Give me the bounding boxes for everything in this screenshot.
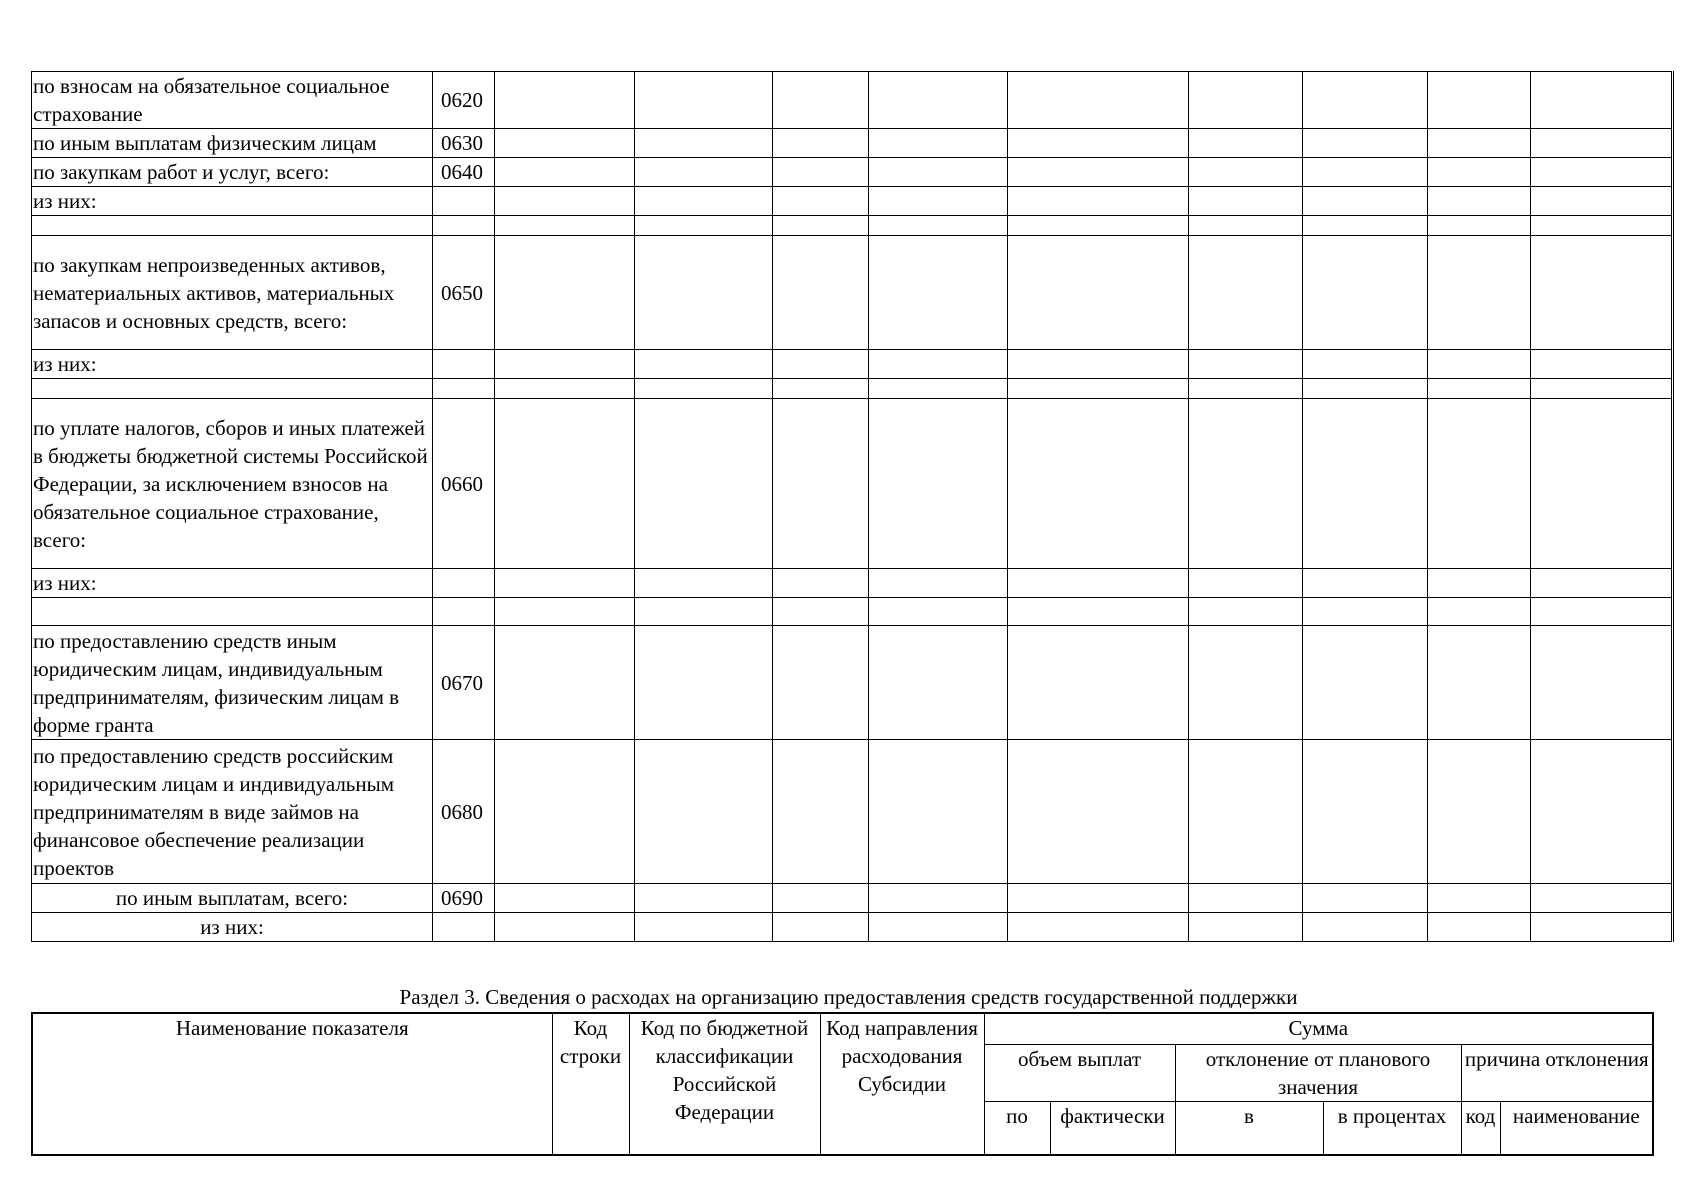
row-code (433, 598, 495, 626)
row-code: 0620 (433, 72, 495, 129)
empty-value-cell (635, 158, 773, 187)
empty-value-cell (635, 626, 773, 740)
header-payout-volume: объем выплат (984, 1044, 1175, 1101)
empty-value-cell (495, 187, 635, 216)
table-row (32, 399, 1673, 569)
empty-value-cell (869, 129, 1008, 158)
empty-value-cell (495, 626, 635, 740)
empty-value-cell (1008, 569, 1189, 598)
empty-value-cell (1531, 72, 1673, 129)
empty-value-cell (495, 569, 635, 598)
row-indicator-name: по предоставлению средств российским юридическим лицам и индивидуальным предпринимателям в виде займов на финансовое обеспечение реализации проектов (32, 740, 433, 884)
empty-value-cell (635, 884, 773, 913)
row-indicator-name: по иным выплатам физическим лицам (32, 129, 433, 158)
empty-value-cell (1531, 129, 1673, 158)
header-deviation: отклонение от планового значения (1175, 1044, 1461, 1101)
empty-value-cell (495, 158, 635, 187)
row-indicator-name: из них: (32, 913, 433, 942)
row-indicator-name (32, 598, 433, 626)
empty-value-cell (773, 187, 869, 216)
header-indicator-name: Наименование показателя (32, 1013, 552, 1155)
empty-value-cell (869, 740, 1008, 884)
empty-value-cell (495, 350, 635, 379)
table-row (32, 913, 1673, 942)
row-indicator-name (32, 216, 433, 236)
empty-value-cell (1008, 884, 1189, 913)
header-reason-name: наименование (1500, 1101, 1653, 1155)
empty-value-cell (1189, 569, 1303, 598)
empty-value-cell (1303, 399, 1428, 569)
row-code: 0680 (433, 740, 495, 884)
empty-value-cell (773, 884, 869, 913)
empty-value-cell (773, 129, 869, 158)
empty-value-cell (1428, 913, 1531, 942)
empty-value-cell (1008, 350, 1189, 379)
empty-value-cell (773, 598, 869, 626)
empty-value-cell (1008, 399, 1189, 569)
empty-value-cell (773, 236, 869, 350)
row-indicator-name: из них: (32, 187, 433, 216)
empty-value-cell (1531, 216, 1673, 236)
row-code (433, 350, 495, 379)
table-row (32, 884, 1673, 913)
empty-value-cell (773, 399, 869, 569)
empty-value-cell (1531, 158, 1673, 187)
table-row (32, 350, 1673, 379)
empty-value-cell (1008, 187, 1189, 216)
empty-value-cell (869, 399, 1008, 569)
section-3-table (31, 1012, 1654, 1156)
empty-value-cell (773, 379, 869, 399)
empty-value-cell (635, 187, 773, 216)
empty-value-cell (635, 216, 773, 236)
empty-value-cell (1008, 158, 1189, 187)
empty-value-cell (773, 569, 869, 598)
empty-value-cell (869, 216, 1008, 236)
empty-value-cell (869, 72, 1008, 129)
row-indicator-name: по предоставлению средств иным юридическим лицам, индивидуальным предпринимателям, физическим лицам в форме гранта (32, 626, 433, 740)
row-code: 0660 (433, 399, 495, 569)
empty-value-cell (495, 913, 635, 942)
table-row (32, 158, 1673, 187)
empty-value-cell (635, 72, 773, 129)
expenses-table (31, 71, 1674, 942)
empty-value-cell (869, 158, 1008, 187)
empty-value-cell (495, 72, 635, 129)
empty-value-cell (1303, 626, 1428, 740)
empty-value-cell (1428, 236, 1531, 350)
empty-value-cell (1428, 72, 1531, 129)
empty-value-cell (1303, 236, 1428, 350)
empty-value-cell (1189, 129, 1303, 158)
empty-value-cell (1303, 740, 1428, 884)
empty-value-cell (1428, 399, 1531, 569)
empty-value-cell (1531, 913, 1673, 942)
header-actual: фактически (1050, 1101, 1175, 1155)
row-code: 0640 (433, 158, 495, 187)
empty-value-cell (1428, 216, 1531, 236)
empty-value-cell (773, 626, 869, 740)
empty-value-cell (1008, 216, 1189, 236)
empty-value-cell (773, 740, 869, 884)
header-in-abs: в (1175, 1101, 1323, 1155)
empty-value-cell (1428, 884, 1531, 913)
table-row (32, 216, 1673, 236)
table-row (32, 187, 1673, 216)
empty-value-cell (1428, 129, 1531, 158)
empty-value-cell (1189, 72, 1303, 129)
empty-value-cell (495, 216, 635, 236)
row-code (433, 569, 495, 598)
empty-value-cell (1303, 884, 1428, 913)
empty-value-cell (1008, 129, 1189, 158)
header-budget-code: Код по бюджетной классификации Российской Федерации (629, 1013, 820, 1155)
empty-value-cell (1189, 187, 1303, 216)
empty-value-cell (635, 379, 773, 399)
header-reason: причина отклонения (1461, 1044, 1653, 1101)
empty-value-cell (1531, 350, 1673, 379)
row-indicator-name: из них: (32, 569, 433, 598)
empty-value-cell (635, 399, 773, 569)
row-code: 0650 (433, 236, 495, 350)
empty-value-cell (635, 740, 773, 884)
empty-value-cell (869, 884, 1008, 913)
empty-value-cell (635, 598, 773, 626)
empty-value-cell (1531, 626, 1673, 740)
empty-value-cell (1531, 236, 1673, 350)
empty-value-cell (1008, 379, 1189, 399)
empty-value-cell (869, 913, 1008, 942)
empty-value-cell (495, 236, 635, 350)
header-in-percent: в процентах (1323, 1101, 1461, 1155)
empty-value-cell (1531, 187, 1673, 216)
empty-value-cell (495, 379, 635, 399)
empty-value-cell (1008, 72, 1189, 129)
section-3-title: Раздел 3. Сведения о расходах на организацию предоставления средств государственной поддержки (399, 985, 1298, 1009)
empty-value-cell (1303, 913, 1428, 942)
row-indicator-name (32, 379, 433, 399)
empty-value-cell (773, 158, 869, 187)
empty-value-cell (869, 187, 1008, 216)
empty-value-cell (1531, 884, 1673, 913)
empty-value-cell (1303, 379, 1428, 399)
empty-value-cell (1428, 569, 1531, 598)
empty-value-cell (869, 236, 1008, 350)
empty-value-cell (1303, 569, 1428, 598)
empty-value-cell (1189, 598, 1303, 626)
empty-value-cell (869, 626, 1008, 740)
empty-value-cell (869, 379, 1008, 399)
empty-value-cell (1189, 158, 1303, 187)
empty-value-cell (635, 129, 773, 158)
table-row (32, 626, 1673, 740)
row-code: 0690 (433, 884, 495, 913)
table-row (32, 72, 1673, 129)
row-code (433, 216, 495, 236)
empty-value-cell (869, 350, 1008, 379)
empty-value-cell (1189, 236, 1303, 350)
row-indicator-name: по взносам на обязательное социальное страхование (32, 72, 433, 129)
table-row (32, 740, 1673, 884)
row-indicator-name: из них: (32, 350, 433, 379)
empty-value-cell (495, 129, 635, 158)
empty-value-cell (495, 598, 635, 626)
row-code: 0670 (433, 626, 495, 740)
empty-value-cell (773, 216, 869, 236)
empty-value-cell (1189, 913, 1303, 942)
empty-value-cell (1428, 350, 1531, 379)
empty-value-cell (1428, 598, 1531, 626)
empty-value-cell (635, 913, 773, 942)
empty-value-cell (1303, 187, 1428, 216)
empty-value-cell (495, 740, 635, 884)
empty-value-cell (635, 236, 773, 350)
empty-value-cell (1531, 740, 1673, 884)
row-indicator-name: по иным выплатам, всего: (32, 884, 433, 913)
header-sum: Сумма (984, 1013, 1653, 1044)
empty-value-cell (1303, 72, 1428, 129)
row-indicator-name: по закупкам работ и услуг, всего: (32, 158, 433, 187)
header-by-plan: по (984, 1101, 1050, 1155)
empty-value-cell (1008, 236, 1189, 350)
empty-value-cell (1428, 158, 1531, 187)
empty-value-cell (869, 598, 1008, 626)
row-code: 0630 (433, 129, 495, 158)
empty-value-cell (495, 399, 635, 569)
empty-value-cell (773, 913, 869, 942)
empty-value-cell (1531, 379, 1673, 399)
table-row (32, 598, 1673, 626)
header-direction-code: Код направления расходования Субсидии (820, 1013, 984, 1155)
empty-value-cell (1008, 740, 1189, 884)
empty-value-cell (1189, 884, 1303, 913)
row-code (433, 913, 495, 942)
empty-value-cell (495, 884, 635, 913)
empty-value-cell (1189, 216, 1303, 236)
empty-value-cell (635, 350, 773, 379)
table-row (32, 379, 1673, 399)
empty-value-cell (635, 569, 773, 598)
empty-value-cell (1189, 740, 1303, 884)
row-code (433, 379, 495, 399)
header-reason-code: код (1461, 1101, 1500, 1155)
empty-value-cell (869, 569, 1008, 598)
row-code (433, 187, 495, 216)
empty-value-cell (1189, 350, 1303, 379)
empty-value-cell (1189, 399, 1303, 569)
empty-value-cell (1008, 913, 1189, 942)
row-indicator-name: по уплате налогов, сборов и иных платежей в бюджеты бюджетной системы Российской Федерации, за исключением взносов на обязательное социальное страхование, всего: (32, 399, 433, 569)
empty-value-cell (1428, 740, 1531, 884)
empty-value-cell (1531, 598, 1673, 626)
empty-value-cell (1428, 626, 1531, 740)
empty-value-cell (1303, 598, 1428, 626)
empty-value-cell (773, 72, 869, 129)
empty-value-cell (773, 350, 869, 379)
empty-value-cell (1303, 216, 1428, 236)
row-indicator-name: по закупкам непроизведенных активов, нематериальных активов, материальных запасов и основных средств, всего: (32, 236, 433, 350)
table-row (32, 236, 1673, 350)
empty-value-cell (1303, 350, 1428, 379)
empty-value-cell (1428, 379, 1531, 399)
empty-value-cell (1189, 626, 1303, 740)
empty-value-cell (1531, 569, 1673, 598)
empty-value-cell (1303, 158, 1428, 187)
table-row (32, 129, 1673, 158)
empty-value-cell (1008, 626, 1189, 740)
empty-value-cell (1008, 598, 1189, 626)
empty-value-cell (1428, 187, 1531, 216)
empty-value-cell (1303, 129, 1428, 158)
empty-value-cell (1531, 399, 1673, 569)
header-row-code: Код строки (552, 1013, 629, 1155)
empty-value-cell (1189, 379, 1303, 399)
table-row (32, 569, 1673, 598)
